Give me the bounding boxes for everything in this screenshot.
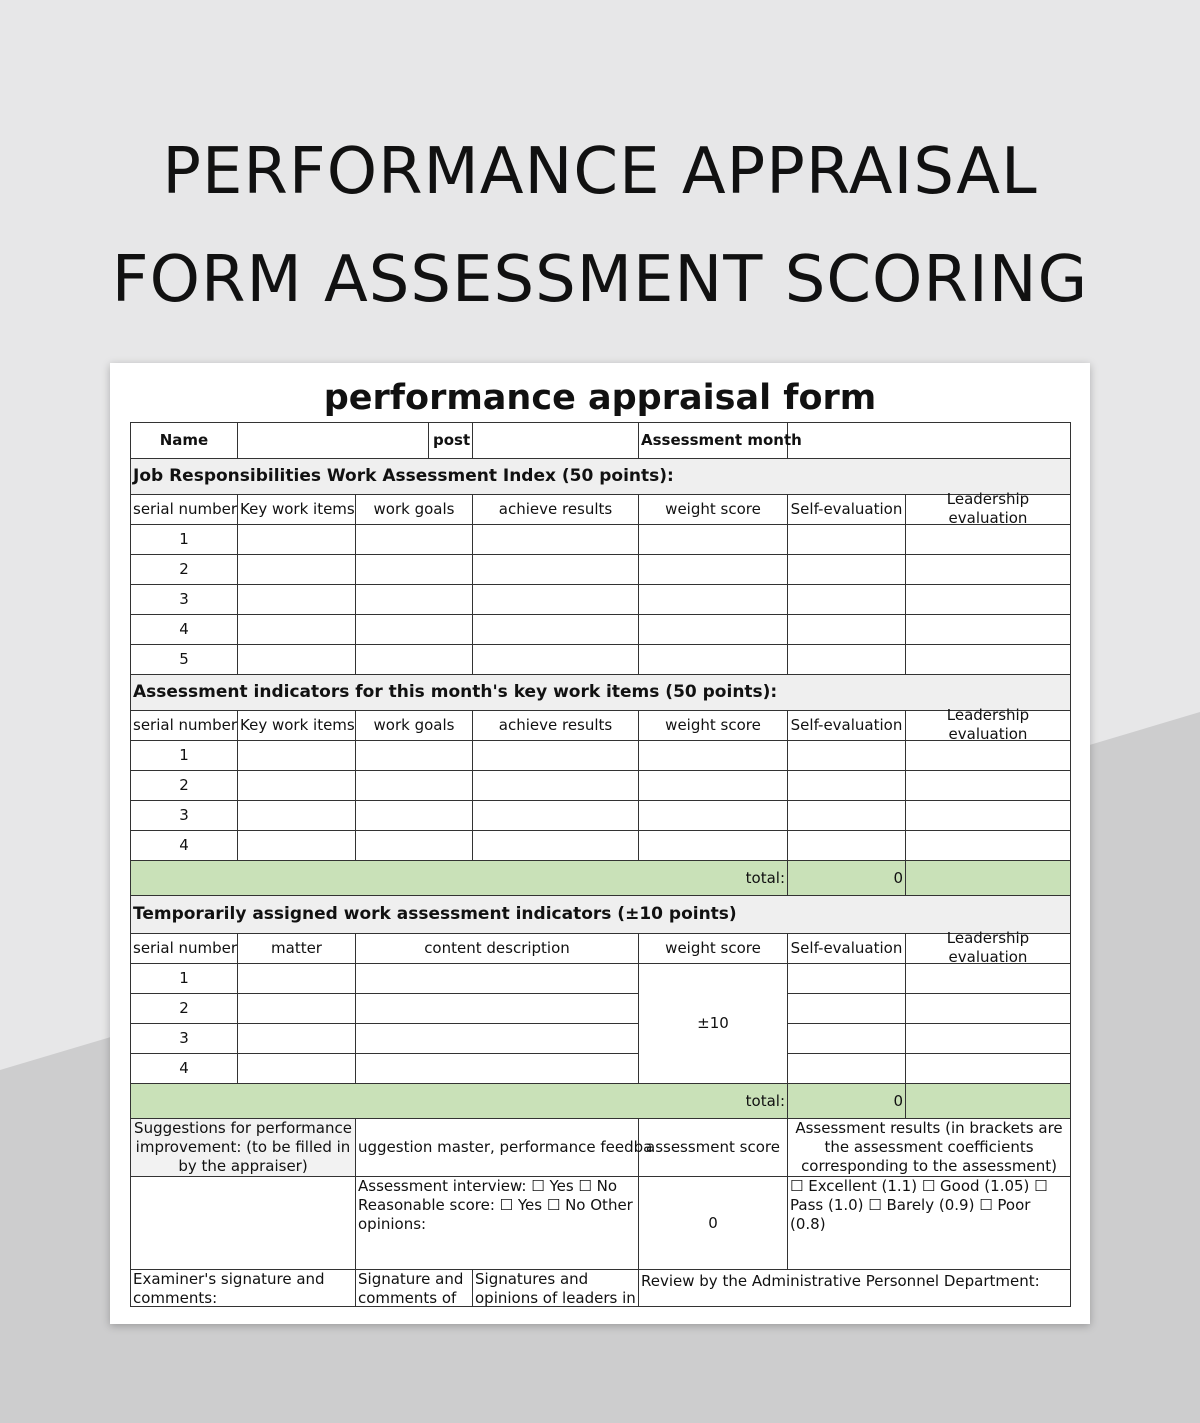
cell[interactable] — [788, 1024, 906, 1054]
examiner-signature[interactable] — [131, 1270, 356, 1307]
cell[interactable] — [356, 801, 473, 831]
col-weight-score: weight score — [639, 934, 788, 964]
cell[interactable] — [356, 525, 473, 555]
cell[interactable] — [906, 771, 1071, 801]
cell[interactable] — [473, 645, 639, 675]
table-row — [131, 615, 1071, 645]
serial-cell: 4 — [131, 615, 238, 645]
employee-signature-text: Signature and comments of — [358, 1270, 464, 1307]
cell[interactable] — [356, 645, 473, 675]
cell[interactable] — [238, 994, 356, 1024]
cell[interactable] — [473, 831, 639, 861]
col-leadership-evaluation — [906, 705, 1071, 743]
table-row — [131, 994, 1071, 1024]
serial-cell: 2 — [131, 771, 238, 801]
table-row — [131, 771, 1071, 801]
cell[interactable] — [788, 645, 906, 675]
cell[interactable] — [473, 525, 639, 555]
cell[interactable] — [238, 964, 356, 994]
page-headline — [0, 118, 1200, 334]
section3-total-row — [131, 1084, 1071, 1119]
cell[interactable] — [473, 801, 639, 831]
serial-cell: 2 — [131, 994, 238, 1024]
cell[interactable] — [473, 771, 639, 801]
cell[interactable] — [356, 555, 473, 585]
table-row — [131, 801, 1071, 831]
cell[interactable] — [906, 585, 1071, 615]
col-key-work-items: Key work items — [238, 711, 356, 741]
table-row — [131, 831, 1071, 861]
cell[interactable] — [356, 615, 473, 645]
serial-cell: 3 — [131, 1024, 238, 1054]
cell[interactable] — [356, 831, 473, 861]
col-serial-number: serial number — [131, 934, 238, 964]
cell[interactable] — [238, 1054, 356, 1084]
table-row — [131, 741, 1071, 771]
examiner-signature-text: Examiner's signature and comments: — [133, 1270, 325, 1307]
month-field[interactable] — [788, 423, 1071, 459]
col-weight-score: weight score — [639, 711, 788, 741]
cell[interactable] — [238, 831, 356, 861]
header-row — [131, 423, 1071, 459]
total-blank — [906, 1084, 1071, 1119]
cell[interactable] — [238, 615, 356, 645]
cell[interactable] — [473, 585, 639, 615]
cell[interactable] — [788, 741, 906, 771]
col-self-evaluation: Self-evaluation — [788, 495, 906, 525]
cell[interactable] — [639, 801, 788, 831]
admin-review[interactable]: Review by the Administrative Personnel Department: — [639, 1270, 1071, 1307]
table-row — [131, 555, 1071, 585]
cell[interactable] — [238, 525, 356, 555]
cell[interactable] — [906, 1024, 1071, 1054]
serial-cell: 3 — [131, 801, 238, 831]
suggestions-label: Suggestions for performance improvement: (to be filled in by the appraiser) — [131, 1119, 356, 1177]
cell[interactable] — [788, 615, 906, 645]
summary-header-row — [131, 1119, 1071, 1177]
cell[interactable] — [473, 615, 639, 645]
col-self-evaluation: Self-evaluation — [788, 711, 906, 741]
summary-body-row — [131, 1177, 1071, 1270]
table-row — [131, 1054, 1071, 1084]
total-label: total: — [131, 861, 788, 896]
table-row — [131, 585, 1071, 615]
cell[interactable] — [639, 831, 788, 861]
leader-signature[interactable] — [473, 1270, 639, 1307]
cell[interactable] — [238, 585, 356, 615]
cell[interactable] — [356, 771, 473, 801]
cell[interactable] — [639, 585, 788, 615]
serial-cell: 1 — [131, 525, 238, 555]
serial-cell: 2 — [131, 555, 238, 585]
serial-cell: 5 — [131, 645, 238, 675]
cell[interactable] — [788, 771, 906, 801]
grade-options[interactable]: ☐ Excellent (1.1) ☐ Good (1.05) ☐ Pass (1.0) ☐ Barely (0.9) ☐ Poor (0.8) — [788, 1177, 1071, 1270]
cell[interactable] — [473, 741, 639, 771]
cell[interactable] — [639, 771, 788, 801]
section2-total-row — [131, 861, 1071, 896]
serial-cell: 4 — [131, 831, 238, 861]
cell[interactable] — [788, 801, 906, 831]
weight-score-merged: ±10 — [639, 964, 788, 1084]
total-blank — [906, 861, 1071, 896]
cell[interactable] — [238, 741, 356, 771]
table-row — [131, 964, 1071, 994]
col-leadership-evaluation-text: Leadership evaluation — [946, 489, 1030, 527]
interview-options[interactable]: Assessment interview: ☐ Yes ☐ No Reasonable score: ☐ Yes ☐ No Other opinions: — [356, 1177, 639, 1270]
col-self-evaluation: Self-evaluation — [788, 934, 906, 964]
col-serial-number: serial number — [131, 495, 238, 525]
cell[interactable] — [356, 1054, 639, 1084]
cell[interactable] — [788, 1054, 906, 1084]
cell[interactable] — [238, 801, 356, 831]
headline-line-2: FORM ASSESSMENT SCORING — [111, 243, 1089, 317]
cell[interactable] — [238, 1024, 356, 1054]
col-achieve-results: achieve results — [473, 495, 639, 525]
appraisal-table — [130, 422, 1071, 1307]
serial-cell: 4 — [131, 1054, 238, 1084]
section2-column-header — [131, 711, 1071, 741]
cell[interactable] — [639, 525, 788, 555]
cell[interactable] — [238, 555, 356, 585]
section1-column-header — [131, 495, 1071, 525]
cell[interactable] — [906, 645, 1071, 675]
master-label: uggestion master, performance feedba — [356, 1119, 639, 1177]
score-value: 0 — [639, 1177, 788, 1270]
col-content-description: content description — [356, 934, 639, 964]
cell[interactable] — [906, 555, 1071, 585]
cell[interactable] — [473, 555, 639, 585]
cell[interactable] — [788, 555, 906, 585]
total-label: total: — [131, 1084, 788, 1119]
col-matter: matter — [238, 934, 356, 964]
cell[interactable] — [639, 645, 788, 675]
form-title: performance appraisal form — [323, 378, 877, 418]
col-leadership-evaluation-text: Leadership evaluation — [946, 928, 1030, 966]
cell[interactable] — [906, 801, 1071, 831]
total-value: 0 — [788, 1084, 906, 1119]
cell[interactable] — [906, 964, 1071, 994]
col-achieve-results: achieve results — [473, 711, 639, 741]
cell[interactable] — [356, 741, 473, 771]
name-field[interactable] — [238, 423, 473, 459]
cell[interactable] — [788, 994, 906, 1024]
suggestions-field[interactable] — [131, 1177, 356, 1270]
col-serial-number: serial number — [131, 711, 238, 741]
month-label: Assessment month — [639, 423, 788, 459]
cell[interactable] — [788, 525, 906, 555]
cell[interactable] — [906, 994, 1071, 1024]
post-field[interactable] — [473, 423, 639, 459]
cell[interactable] — [639, 615, 788, 645]
cell[interactable] — [906, 525, 1071, 555]
cell[interactable] — [639, 741, 788, 771]
cell[interactable] — [639, 555, 788, 585]
table-row — [131, 645, 1071, 675]
leader-signature-text: Signatures and opinions of leaders in — [475, 1270, 636, 1307]
cell[interactable] — [788, 831, 906, 861]
cell[interactable] — [906, 741, 1071, 771]
cell[interactable] — [906, 1054, 1071, 1084]
headline-line-1: PERFORMANCE APPRAISAL — [162, 135, 1038, 209]
cell[interactable] — [788, 585, 906, 615]
serial-cell: 1 — [131, 964, 238, 994]
cell[interactable] — [356, 1024, 639, 1054]
section3-column-header — [131, 934, 1071, 964]
table-row — [131, 1024, 1071, 1054]
serial-cell: 1 — [131, 741, 238, 771]
post-label: post — [433, 431, 471, 449]
total-value: 0 — [788, 861, 906, 896]
col-weight-score: weight score — [639, 495, 788, 525]
cell[interactable] — [356, 994, 639, 1024]
col-work-goals: work goals — [356, 711, 473, 741]
section2-title: Assessment indicators for this month's key work items (50 points): — [131, 675, 1071, 711]
cell[interactable] — [238, 645, 356, 675]
section3-title: Temporarily assigned work assessment indicators (±10 points) — [131, 896, 1071, 934]
col-key-work-items: Key work items — [238, 495, 356, 525]
score-label: assessment score — [639, 1119, 788, 1177]
section1-title: Job Responsibilities Work Assessment Index (50 points): — [131, 459, 1071, 495]
results-label: Assessment results (in brackets are the assessment coefficients corresponding to the assessment) — [788, 1119, 1071, 1177]
cell[interactable] — [906, 615, 1071, 645]
col-leadership-evaluation-text: Leadership evaluation — [946, 705, 1030, 743]
serial-cell: 3 — [131, 585, 238, 615]
name-label: Name — [131, 423, 238, 459]
cell[interactable] — [788, 964, 906, 994]
col-leadership-evaluation — [906, 489, 1071, 527]
col-work-goals: work goals — [356, 495, 473, 525]
col-leadership-evaluation — [906, 928, 1071, 966]
cell[interactable] — [356, 964, 639, 994]
table-row — [131, 525, 1071, 555]
signature-row — [131, 1270, 1071, 1307]
cell[interactable] — [238, 771, 356, 801]
cell[interactable] — [356, 585, 473, 615]
cell[interactable] — [906, 831, 1071, 861]
employee-signature[interactable] — [356, 1270, 473, 1307]
